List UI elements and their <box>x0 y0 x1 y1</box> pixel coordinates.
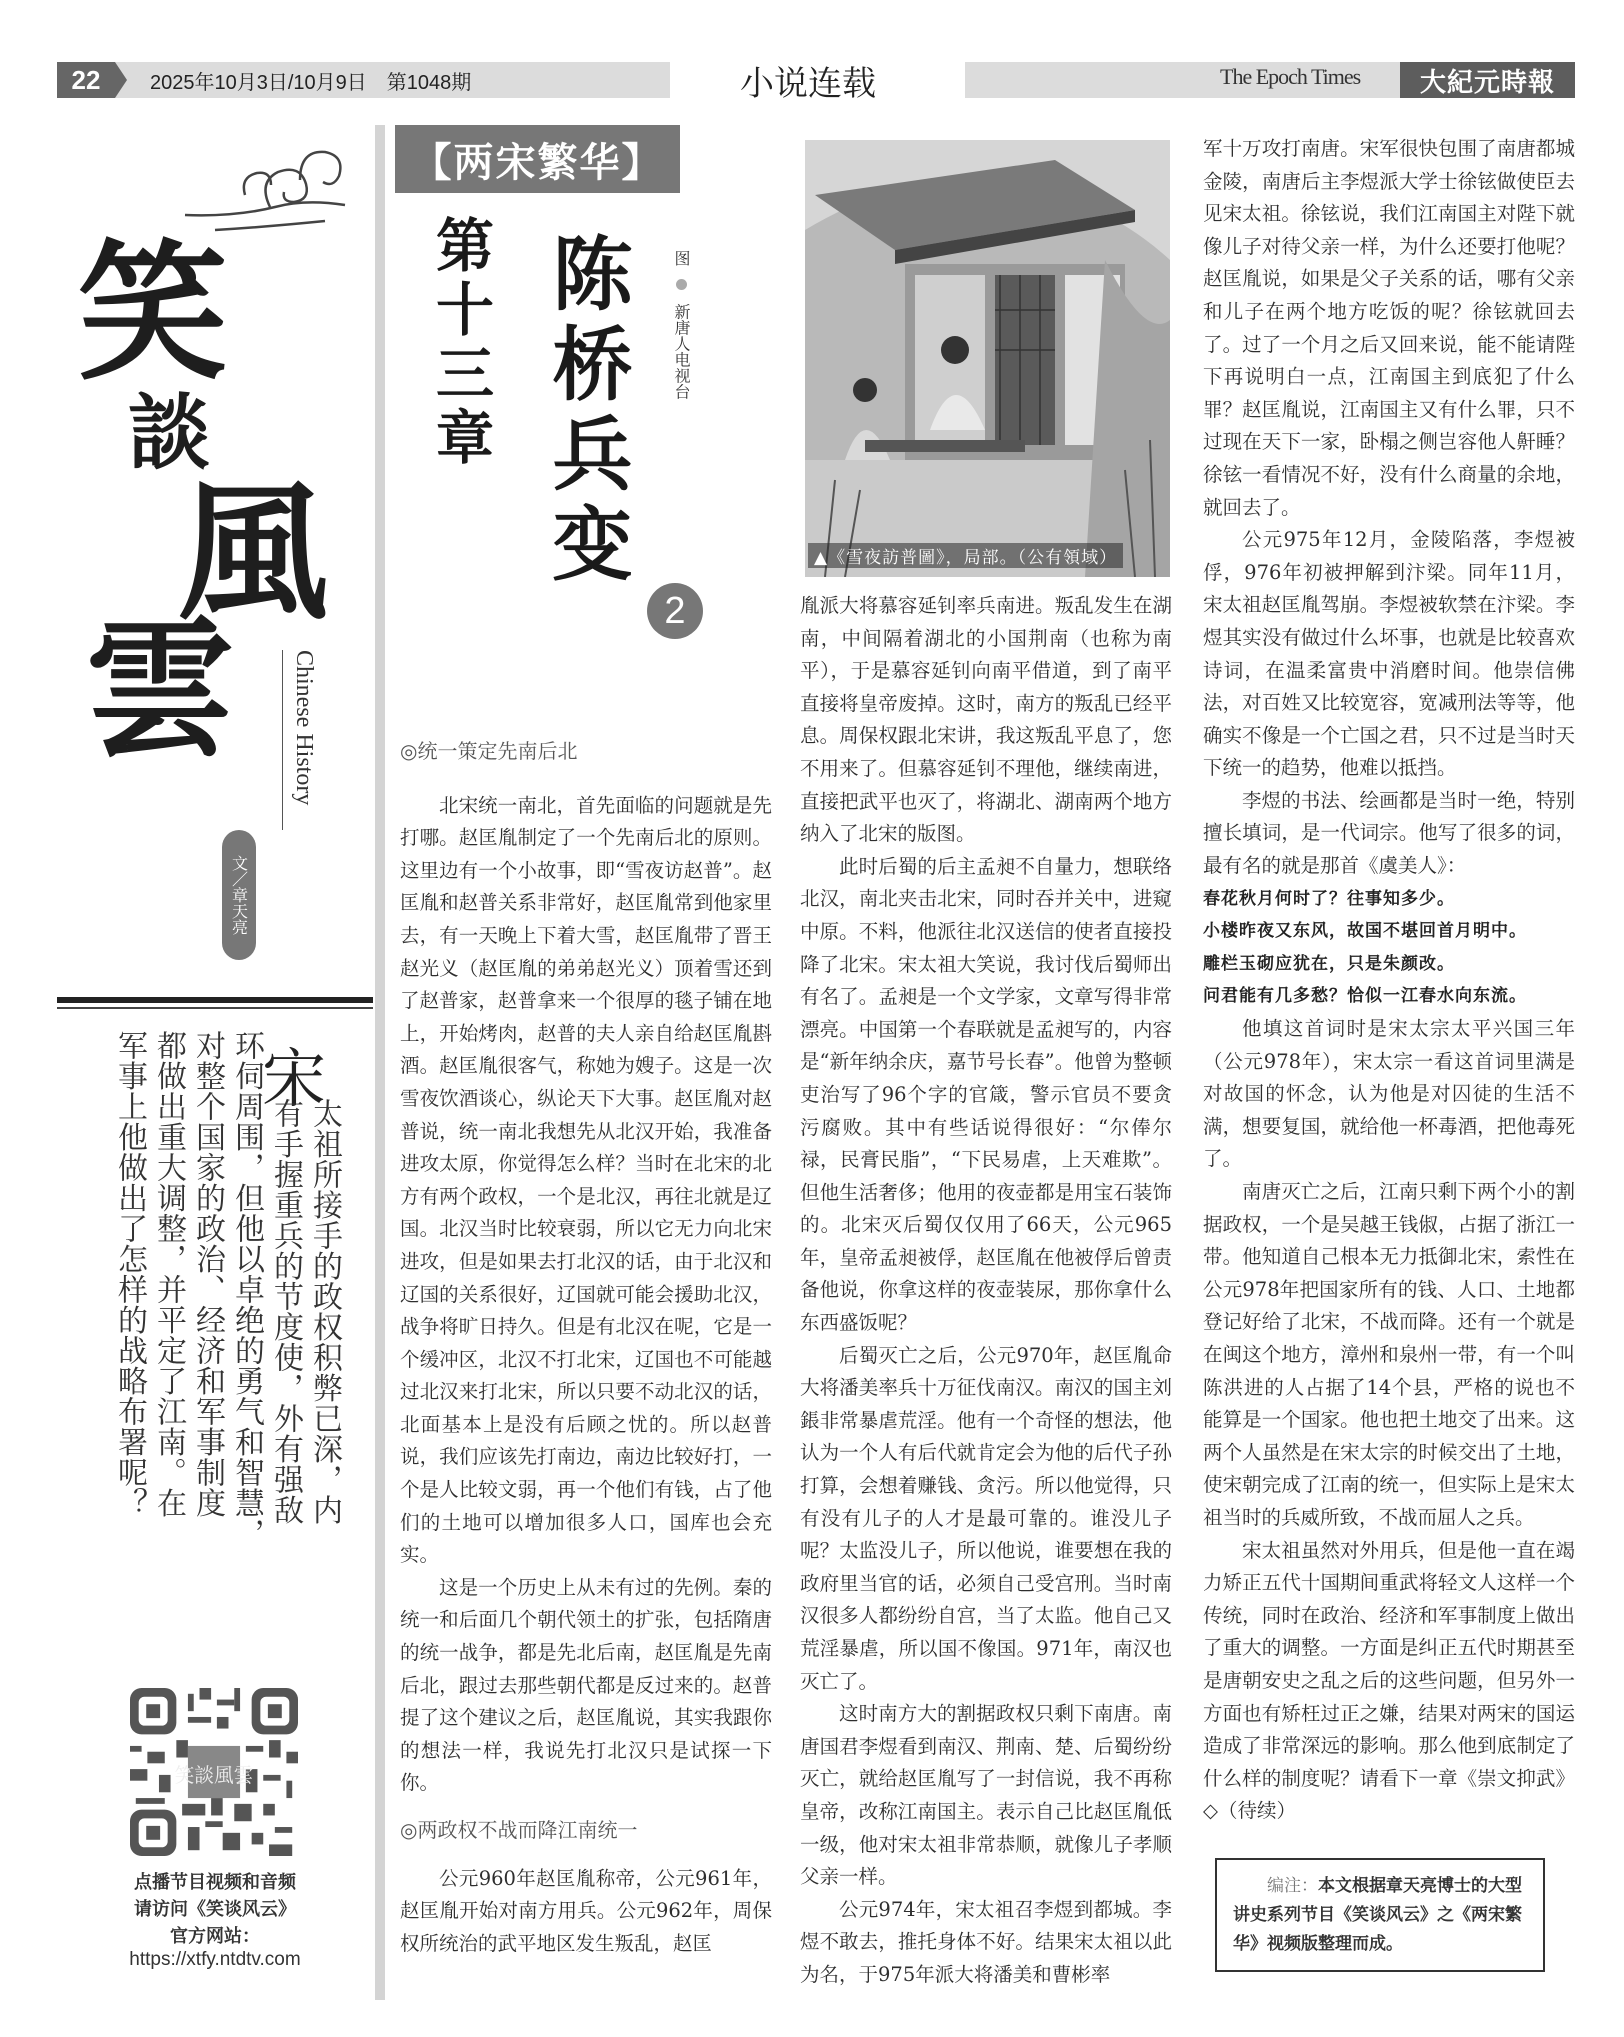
photo-credit-source: 新唐人电视台 <box>672 303 691 400</box>
article-title: 陈桥兵变 <box>539 232 632 592</box>
qr-caption-line: 请访问《笑谈风云》 <box>134 1899 296 1920</box>
intro-text-column: 都做出重大调整，并平定了江南。在 <box>151 1030 186 1518</box>
poem-line: 春花秋月何时了？往事知多少。 <box>1203 888 1455 909</box>
paragraph: 军十万攻打南唐。宋军很快包围了南唐都城金陵，南唐后主李煜派大学士徐铉做使臣去见宋太祖。徐铉说，我们江南国主对陛下就像儿子对待父亲一样，为什么还要打他呢？赵匡胤说，如果是父子关系的话，哪有父亲和儿子在两个地方吃饭的呢？徐铉就回去了。过了一个月之后又回来说，能不能请陛下再说明白一点，江南国主到底犯了什么罪？赵匡胤说，江南国主又有什么罪，只不过现在天下一家，卧榻之侧岂容他人鼾睡？徐铉一看情况不好，没有什么商量的余地，就回去了。 <box>1203 137 1575 519</box>
series-banner: 【两宋繁华】 <box>395 125 680 193</box>
page-number: 22 <box>57 62 115 98</box>
divider <box>282 650 283 830</box>
paragraph: 胤派大将慕容延钊率兵南进。叛乱发生在湖南，中间隔着湖北的小国荆南（也称为南平），于是慕容延钊向南平借道，到了南平直接将皇帝废掉。这时，南方的叛乱已经平息。周保权跟北宋讲，我这叛乱平息了，您不用来了。但慕容延钊不理他，继续南进，直接把武平也灭了，将湖北、湖南两个地方纳入了北宋的版图。 <box>800 594 1172 846</box>
paragraph: 他填这首词时是宋太宗太平兴国三年（公元978年），宋太宗一看这首词里满是对故国的怀念，认为他是对囚徒的生活不满，想要复国，就给他一杯毒酒，把他毒死了。 <box>1203 1017 1575 1171</box>
author-byline: 文／章天亮 <box>222 830 256 960</box>
publication-logo: 大紀元時報 <box>1400 62 1575 98</box>
article-column-1 <box>400 735 772 1960</box>
section-heading: ◎两政权不战而降江南统一 <box>400 1818 638 1842</box>
paragraph: 李煜的书法、绘画都是当时一绝，特别擅长填词，是一代词宗。他写了很多的词，最有名的就是那首《虞美人》： <box>1203 788 1575 878</box>
column-title-char: 雲 <box>85 602 236 778</box>
paragraph: 北宋统一南北，首先面临的问题就是先打哪。赵匡胤制定了一个先南后北的原则。这里边有一个小故事，即“雪夜访赵普”。赵匡胤和赵普关系非常好，赵匡胤常到他家里去，有一天晚上下着大雪，赵匡胤带了晋王赵光义（赵匡胤的弟弟赵光义）顶着雪还到了赵普家，赵普拿来一个很厚的毯子铺在地上，开始烤肉，赵普的夫人亲自给赵匡胤斟酒。赵匡胤很客气，称她为嫂子。这是一次雪夜饮酒谈心，纵论天下大事。赵匡胤对赵普说，统一南北我想先从北汉开始，我准备进攻太原，你觉得怎么样？当时在北宋的北方有两个政权，一个是北汉，再往北就是辽国。北汉当时比较衰弱，所以它无力向北宋进攻，但是如果去打北汉的话，由于北汉和辽国的关系很好，辽国就可能会援助北汉，战争将旷日持久。但是有北汉在呢，它是一个缓冲区，北汉不打北宋，辽国也不可能越过北汉来打北宋，所以只要不动北汉的话，北面基本上是没有后顾之忧的。所以赵普说，我们应该先打南边，南边比较好打，一个是人比较文弱，再一个他们有钱，占了他们的土地可以增加很多人口，国库也会充实。 <box>400 793 772 1567</box>
column-title-char: 笑 <box>78 225 229 401</box>
publication-name-en: The Epoch Times <box>1220 64 1361 89</box>
article-column-3 <box>1203 133 1575 1828</box>
qr-code[interactable] <box>130 1688 298 1856</box>
intro-text-column: 有手握重兵的节度使，外有强敌 <box>268 1098 303 1525</box>
issue-date: 2025年10月3日/10月9日 第1048期 <box>150 72 472 94</box>
intro-text-column: 太祖所接手的政权积弊已深，内 <box>307 1098 342 1525</box>
divider <box>57 997 373 1003</box>
column-divider <box>375 125 385 2000</box>
qr-caption-line: 官方网站： <box>170 1926 260 1947</box>
painting-image <box>805 140 1170 577</box>
column-subtitle: Chinese History <box>291 650 317 806</box>
cloud-ornament-icon <box>175 135 355 235</box>
paragraph: 公元975年12月，金陵陷落，李煜被俘，976年初被押解到汴梁。同年11月，宋太祖赵匡胤驾崩。李煜被软禁在汴梁。李煜其实没有做过什么坏事，也就是比较喜欢诗词，在温柔富贵中消磨时间。他崇信佛法，对百姓又比较宽容，宽减刑法等等，他确实不像是一个亡国之君，只不过是当时天下统一的趋势，他难以抵挡。 <box>1203 528 1575 780</box>
editor-note-label: 编注： <box>1267 1876 1318 1896</box>
intro-drop-cap: 宋 <box>262 1043 326 1117</box>
poem-line: 雕栏玉砌应犹在，只是朱颜改。 <box>1203 953 1455 974</box>
paragraph: 公元974年，宋太祖召李煜到都城。李煜不敢去，推托身体不好。结果宋太祖以此为名，于975年派大将潘美和曹彬率 <box>800 1897 1172 1986</box>
qr-caption-line: 点播节目视频和音频 <box>134 1872 296 1893</box>
paragraph: 宋太祖虽然对外用兵，但是他一直在竭力矫正五代十国期间重武将轻文人这样一个传统，同时在政治、经济和军事制度上做出了重大的调整。一方面是纠正五代时期甚至是唐朝安史之乱之后的这些问题，但另外一方面也有矫枉过正之嫌，结果对两宋的国运造成了非常深远的影响。那么他到底制定了什么样的制度呢？请看下一章《崇文抑武》◇（待续） <box>1203 1538 1575 1823</box>
paragraph: 南唐灭亡之后，江南只剩下两个小的割据政权，一个是吴越王钱俶，占据了浙江一带。他知道自己根本无力抵御北宋，索性在公元978年把国家所有的钱、人口、土地都登记好给了北宋，不战而降。还有一个就是在闽这个地方，漳州和泉州一带，有一个叫陈洪进的人占据了14个县，严格的说也不能算是一个国家。他也把土地交了出来。这两个人虽然是在宋太宗的时候交出了土地，使宋朝完成了江南的统一，但实际上是宋太祖当时的兵威所致，不战而屈人之兵。 <box>1203 1180 1575 1529</box>
editor-note-box <box>1215 1858 1545 1972</box>
intro-text-column: 环伺周围，但他以卓绝的勇气和智慧， <box>229 1030 264 1549</box>
photo-credit <box>670 250 693 399</box>
paragraph: 后蜀灭亡之后，公元970年，赵匡胤命大将潘美率兵十万征伐南汉。南汉的国主刘鋹非常暴虐荒淫。他有一个奇怪的想法，他认为一个人有后代就肯定会为他的后代子孙打算，会想着赚钱、贪污。所以他觉得，只有没有儿子的人才是最可靠的。谁没儿子呢？太监没儿子，所以他说，谁要想在我的政府里当官的话，必须自己受宫刑。当时南汉很多人都纷纷自宫，当了太监。他自己又荒淫暴虐，所以国不像国。971年，南汉也灭亡了。 <box>800 1343 1172 1693</box>
section-title: 小说连载 <box>740 64 876 104</box>
paragraph: 此时后蜀的后主孟昶不自量力，想联络北汉，南北夹击北宋，同时吞并关中，进窥中原。不料，他派往北汉送信的使者直接投降了北宋。宋太祖大笑说，我讨伐后蜀师出有名了。孟昶是一个文学家，文章写得非常漂亮。中国第一个春联就是孟昶写的，内容是“新年纳余庆，嘉节号长春”。他曾为整顿吏治写了96个字的官箴，警示官员不要贪污腐败。其中有些话说得很好：“尔俸尔禄，民膏民脂”，“下民易虐，上天难欺”。但他生活奢侈；他用的夜壶都是用宝石装饰的。北宋灭后蜀仅仅用了66天，公元965年，皇帝孟昶被俘，赵匡胤在他被俘后曾责备他说，你拿这样的夜壶装尿，那你拿什么东西盛饭呢？ <box>800 854 1172 1335</box>
paragraph: 这是一个历史上从未有过的先例。秦的统一和后面几个朝代领土的扩张，包括隋唐的统一战争，都是先北后南，赵匡胤是先南后北，跟过去那些朝代都是反过来的。赵普提了这个建议之后，赵匡胤说，其实我跟你的想法一样，我说先打北汉只是试探一下你。 <box>400 1575 772 1795</box>
image-caption: ▲《雪夜訪普圖》，局部。（公有領域） <box>808 543 1123 568</box>
page-number-arrow-icon <box>115 62 127 98</box>
website-link[interactable]: https://xtfy.ntdtv.com <box>129 1949 301 1970</box>
intro-text-column: 军事上他做出了怎样的战略布署呢？ <box>112 1030 147 1518</box>
editor-note-text: 本文根据章天亮博士的大型讲史系列节目《笑谈风云》之《两宋繁华》视频版整理而成。 <box>1233 1876 1522 1954</box>
column-title-char: 風 <box>178 465 329 641</box>
poem-line: 小楼昨夜又东风，故国不堪回首月明中。 <box>1203 921 1527 942</box>
chapter-number: 第十三章 <box>426 215 494 471</box>
divider <box>57 1007 373 1009</box>
qr-logo-text: 笑談風雲 <box>174 1763 254 1787</box>
section-heading: ◎统一策定先南后北 <box>400 739 578 763</box>
part-number-badge: 2 <box>647 583 703 639</box>
poem-line: 问君能有几多愁？恰似一江春水向东流。 <box>1203 986 1527 1007</box>
intro-text-column: 对整个国家的政治、经济和军事制度 <box>190 1030 225 1518</box>
paragraph: 这时南方大的割据政权只剩下南唐。南唐国君李煜看到南汉、荆南、楚、后蜀纷纷灭亡，就给赵匡胤写了一封信说，我不再称皇帝，改称江南国主。表示自己比赵匡胤低一级，他对宋太祖非常恭顺，就像儿子孝顺父亲一样。 <box>800 1702 1172 1889</box>
photo-credit-label: 图 <box>672 250 691 266</box>
bullet-dot-icon <box>676 279 687 290</box>
paragraph: 公元960年赵匡胤称帝，公元961年，赵匡胤开始对南方用兵。公元962年，周保权所统治的武平地区发生叛乱，赵匡 <box>400 1866 772 1955</box>
column-title-char: 談 <box>128 385 211 481</box>
article-column-2 <box>800 590 1172 1992</box>
